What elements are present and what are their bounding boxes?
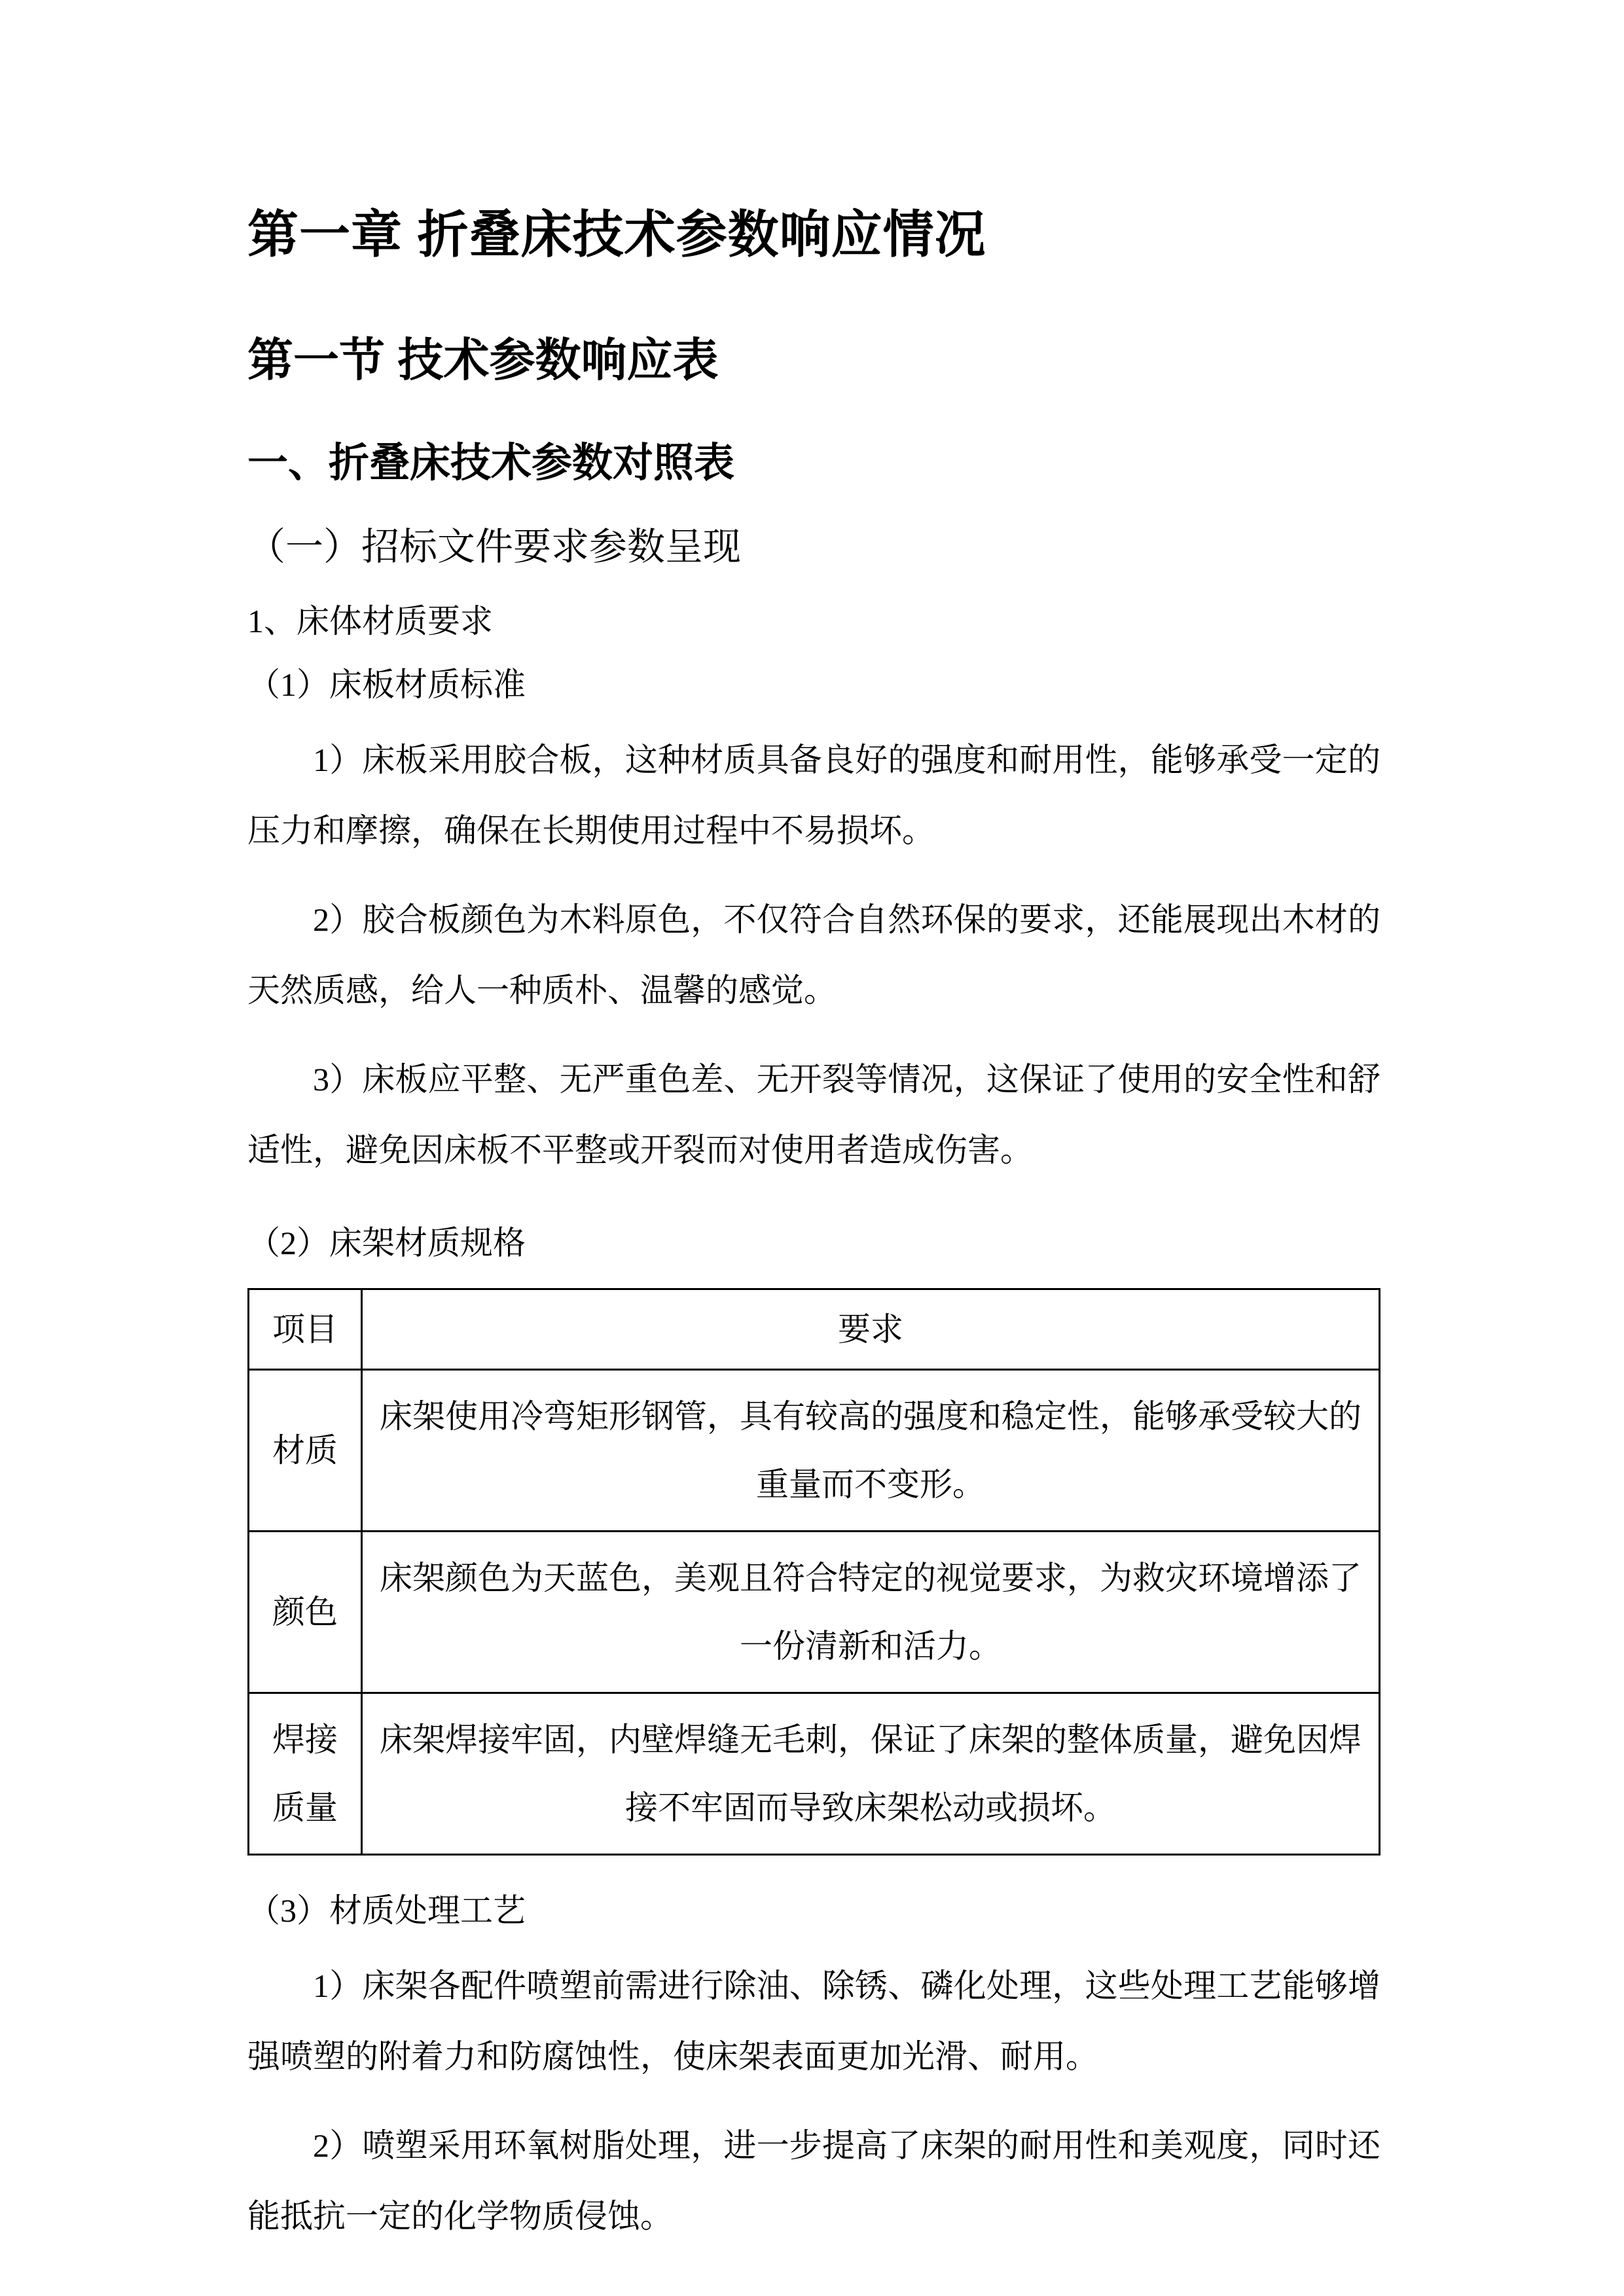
table-header-requirement: 要求 [362,1289,1380,1370]
paragraph-bed-board-2: 2）胶合板颜色为木料原色，不仅符合自然环保的要求，还能展现出木材的天然质感，给人一种质朴、温馨的感觉。 [247,901,1380,1009]
table-row-material [249,1370,1380,1532]
bed-frame-spec-table [247,1288,1380,1856]
table-cell-item-color: 颜色 [249,1532,362,1693]
chapter-title: 第一章 折叠床技术参数响应情况 [247,206,986,263]
table-cell-requirement-material: 床架使用冷弯矩形钢管，具有较高的强度和稳定性，能够承受较大的重量而不变形。 [362,1370,1380,1532]
table-header-item: 项目 [249,1289,362,1370]
heading-material-treatment-process: （3）材质处理工艺 [247,1892,526,1929]
paragraph-treatment-2: 2）喷塑采用环氧树脂处理，进一步提高了床架的耐用性和美观度，同时还能抵抗一定的化学物质侵蚀。 [247,2127,1380,2235]
heading-bed-frame-material-spec: （2）床架材质规格 [247,1225,526,1262]
table-row-color [249,1532,1380,1693]
paragraph-treatment-1: 1）床架各配件喷塑前需进行除油、除锈、磷化处理，这些处理工艺能够增强喷塑的附着力和防腐蚀性，使床架表面更加光滑、耐用。 [247,1967,1380,2075]
table-header-row [249,1289,1380,1370]
table-cell-item-material: 材质 [249,1370,362,1532]
heading-bed-material-requirements: 1、床体材质要求 [247,603,493,640]
paragraph-bed-board-1: 1）床板采用胶合板，这种材质具备良好的强度和耐用性，能够承受一定的压力和摩擦，确保在长期使用过程中不易损坏。 [247,742,1380,850]
table-cell-requirement-welding-quality: 床架焊接牢固，内壁焊缝无毛刺，保证了床架的整体质量，避免因焊接不牢固而导致床架松动或损坏。 [362,1693,1380,1855]
heading-bid-document-requirements: （一）招标文件要求参数呈现 [247,526,742,569]
paragraph-bed-board-3: 3）床板应平整、无严重色差、无开裂等情况，这保证了使用的安全性和舒适性，避免因床板不平整或开裂而对使用者造成伤害。 [247,1061,1380,1169]
table-cell-requirement-color: 床架颜色为天蓝色，美观且符合特定的视觉要求，为救灾环境增添了一份清新和活力。 [362,1532,1380,1693]
table-cell-item-welding-quality: 焊接质量 [249,1693,362,1855]
heading-parameter-comparison-table: 一、折叠床技术参数对照表 [247,440,735,486]
section-title: 第一节 技术参数响应表 [247,334,719,386]
table-row-welding-quality [249,1693,1380,1855]
heading-bed-board-material-standard: （1）床板材质标准 [247,666,526,704]
